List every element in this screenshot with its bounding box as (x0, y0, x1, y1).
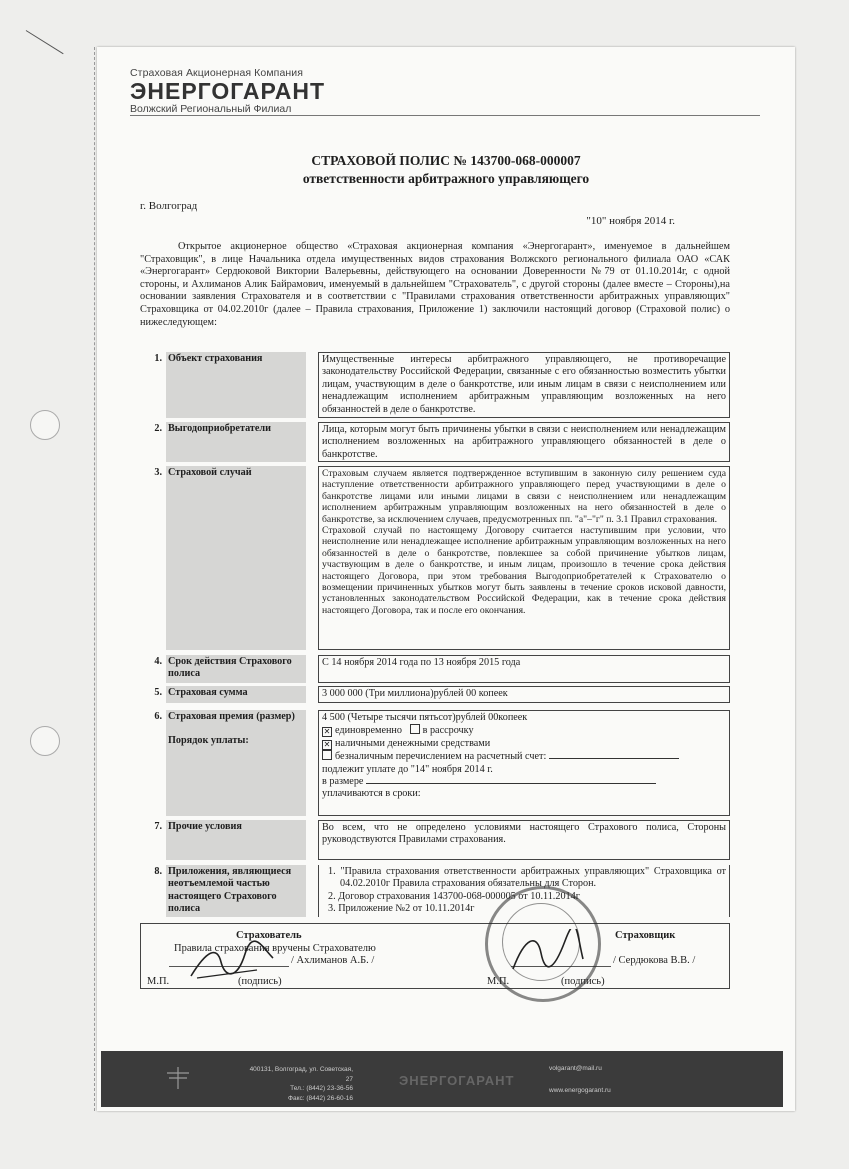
policy-title: СТРАХОВОЙ ПОЛИС № 143700-068-000007 (311, 153, 581, 168)
appendix-3: 3. Приложение №2 от 10.11.2014г (328, 903, 475, 915)
event-text-1: Страховым случаем является подтвержденное вступившим в законную силу решением суда наступление ответственности арбитражного управляющего перед участвующими в деле о банкротстве лицами или иными лицами в связи с неисполнением или ненадлежащим исполнением арбитражным управляющим возложенных на него обязанностей в деле о банкротстве, за исключением случаев, предусмотренных пп. "а"–"г" п. 3.1 Правил страхования. (322, 468, 726, 525)
item-policy-term (140, 655, 730, 683)
footer-website[interactable]: www.energogarant.ru (549, 1087, 611, 1094)
footer-address: 400131, Волгоград, ул. Советская, 27 (249, 1066, 353, 1083)
insurer-signature (507, 929, 587, 979)
item-number: 1. (154, 353, 162, 364)
due-date: подлежит уплате до "14" ноября 2014 г. (322, 763, 493, 775)
checkbox-bank-transfer[interactable] (322, 750, 332, 760)
item-value: Имущественные интересы арбитражного управляющего, не противоречащие законодательству Российской Федерации, связанные с его обязанностью возместить убытки лицам, участвующим в деле о банкротстве, или иным лицам в связи с неисполнением или ненадлежащим исполнением арбитражным управляющим возложенных на него обязанностей в деле о банкротстве. (318, 352, 730, 418)
item-appendices (140, 865, 730, 917)
paid-label: уплачиваются в сроки: (322, 788, 421, 800)
branch-name: Волжский Региональный Филиал (130, 103, 292, 115)
premium-amount: 4 500 (Четыре тысячи пятьсот)рублей 00копеек (322, 712, 528, 723)
insured-signature (187, 940, 277, 984)
item-number: 3. (154, 467, 162, 478)
footer-contacts (243, 1065, 353, 1103)
item-other-conditions (140, 820, 730, 860)
punch-hole-bottom (30, 726, 60, 756)
dragonfly-icon (163, 1065, 193, 1091)
item-premium (140, 710, 730, 816)
insured-mp: М.П. (147, 976, 170, 987)
item-number: 8. (154, 866, 162, 877)
account-line (549, 758, 679, 759)
event-text-2: Страховой случай по настоящему Договору считается наступившим при условии, что неисполнение или ненадлежащее исполнение арбитражным управляющим возложенных на него обязанностей в деле о банкротстве, повлекшее за собой причинение убытков лицам, участвующим в деле о банкротстве, и иным лицам, произошло в течение срока действия настоящего Договора, при этом требования Выгодоприобретателей к Страхователю о возмещении причиненных убытков могут быть заявлены в течение сроков исковой давности, установленных законодательством Российской Федерации, как в течение срока действия настоящего Договора, так и после его окончания. (322, 525, 726, 616)
item-number: 7. (154, 821, 162, 832)
payment-order-label: Порядок уплаты: (168, 735, 249, 747)
premium-label: Страховая премия (размер) (168, 711, 295, 722)
item-label: Выгодоприобретатели (166, 422, 306, 462)
option-cash: наличными денежными средствами (335, 737, 491, 749)
city: г. Волгоград (140, 200, 198, 212)
insurer-mp: М.П. (487, 976, 510, 987)
item-sum-insured (140, 686, 730, 703)
item-label: Страховая сумма (166, 686, 306, 703)
appendix-2: 2. Договор страхования 143700-068-000005 от 10.11.2014г (328, 890, 580, 902)
item-number: 6. (154, 711, 162, 722)
item-label (166, 710, 306, 816)
scan-mark (26, 30, 64, 54)
checkbox-installments[interactable] (410, 724, 420, 734)
insured-title: Страхователь (236, 930, 302, 941)
company-logo (130, 67, 325, 115)
rules-received-note: Правила страхования вручены Страхователю (174, 943, 376, 954)
item-value: С 14 ноября 2014 года по 13 ноября 2015 года (318, 655, 730, 683)
amount-label: в размере (322, 776, 364, 788)
header-divider (130, 115, 760, 116)
item-label: Приложения, являющиеся неотъемлемой частью настоящего Страхового полиса (166, 865, 306, 917)
item-label: Срок действия Страхового полиса (166, 655, 306, 683)
insurer-name: / Сердюкова В.В. / (613, 955, 696, 966)
item-value: Во всем, что не определено условиями настоящего Страхового полиса, Стороны руководствуются Правилами страхования. (318, 820, 730, 860)
item-number: 5. (154, 687, 162, 698)
punch-hole-top (30, 410, 60, 440)
insurer-title: Страховщик (615, 930, 676, 941)
footer-fax: Факс: (8442) 26-60-16 (288, 1094, 353, 1102)
checkbox-cash[interactable]: ✕ (323, 739, 331, 749)
footer-brand: ЭНЕРГОГАРАНТ (399, 1073, 515, 1088)
item-number: 2. (154, 423, 162, 434)
item-beneficiaries (140, 422, 730, 462)
policy-subtitle: ответственности арбитражного управляющего (302, 171, 590, 186)
item-value (318, 466, 730, 650)
item-value: Лица, которым могут быть причинены убытки в связи с неисполнением или ненадлежащим исполнением возложенных на арбитражного управляющего обязанностей в деле о банкротстве. (318, 422, 730, 462)
item-label: Страховой случай (166, 466, 306, 650)
issue-date: "10" ноября 2014 г. (586, 215, 675, 227)
payment-option-row (322, 724, 726, 737)
insured-sign-hint: (подпись) (238, 976, 282, 987)
appendix-1-text: "Правила страхования ответственности арбитражных управляющих" Страховщика от 04.02.2010г Правила страхования обязательны для Сторон. (340, 866, 727, 890)
footer-phone: Тел.: (8442) 23-36-56 (290, 1085, 353, 1092)
item-label: Объект страхования (166, 352, 306, 418)
item-label: Прочие условия (166, 820, 306, 860)
item-insured-event (140, 466, 730, 650)
appendix-2-text: Договор страхования 143700-068-000005 от 10.11.2014г (338, 890, 580, 902)
checkbox-lump-sum[interactable]: ✕ (323, 727, 331, 737)
intro-paragraph (140, 241, 730, 329)
option-bank-transfer: безналичным перечислением на расчетный счет: (335, 751, 547, 763)
footer-email[interactable]: volgarant@mail.ru (549, 1065, 602, 1072)
option-installments: в рассрочку (422, 725, 474, 737)
intro-text: Открытое акционерное общество «Страховая акционерная компания «Энергогарант», именуемое в дальнейшем "Страховщик", в лице Начальника отдела имущественных видов страхования Волжского регионального филиала ОАО «САК «Энергогарант» Сердюковой Виктории Валерьевны, действующего на основании Доверенности №79 от 01.10.2014г, с одной стороны, и Ахлиманов Алик Байрамович, именуемый в дальнейшем "Страхователь", с другой стороны (далее вместе – Стороны),на основании заявления Страхователя и в соответствии с "Правилами страхования ответственности арбитражных управляющих" Страховщика от 04.02.2010г (далее – Правила страхования, Приложение 1) заключили настоящий договор (Страховой полис) о нижеследующем: (140, 241, 730, 328)
appendix-1: 1. "Правила страхования ответственности арбитражных управляющих" Страховщика от 04.02.2010г Правила страхования обязательны для Сторон. (328, 866, 727, 890)
policy-page (97, 47, 795, 1111)
option-lump-sum: единовременно (335, 725, 402, 737)
item-value (318, 710, 730, 816)
page-footer (101, 1051, 783, 1107)
company-name: ЭНЕРГОГАРАНТ (130, 78, 326, 104)
amount-line (366, 783, 656, 784)
insurer-sign-hint: (подпись) (561, 976, 605, 987)
item-insurance-object (140, 352, 730, 418)
insured-name: / Ахлиманов А.Б. / (291, 955, 375, 966)
item-number: 4. (154, 656, 162, 667)
company-line1: Страховая Акционерная Компания (130, 67, 304, 79)
item-value: 3 000 000 (Три миллиона)рублей 00 копеек (318, 686, 730, 703)
